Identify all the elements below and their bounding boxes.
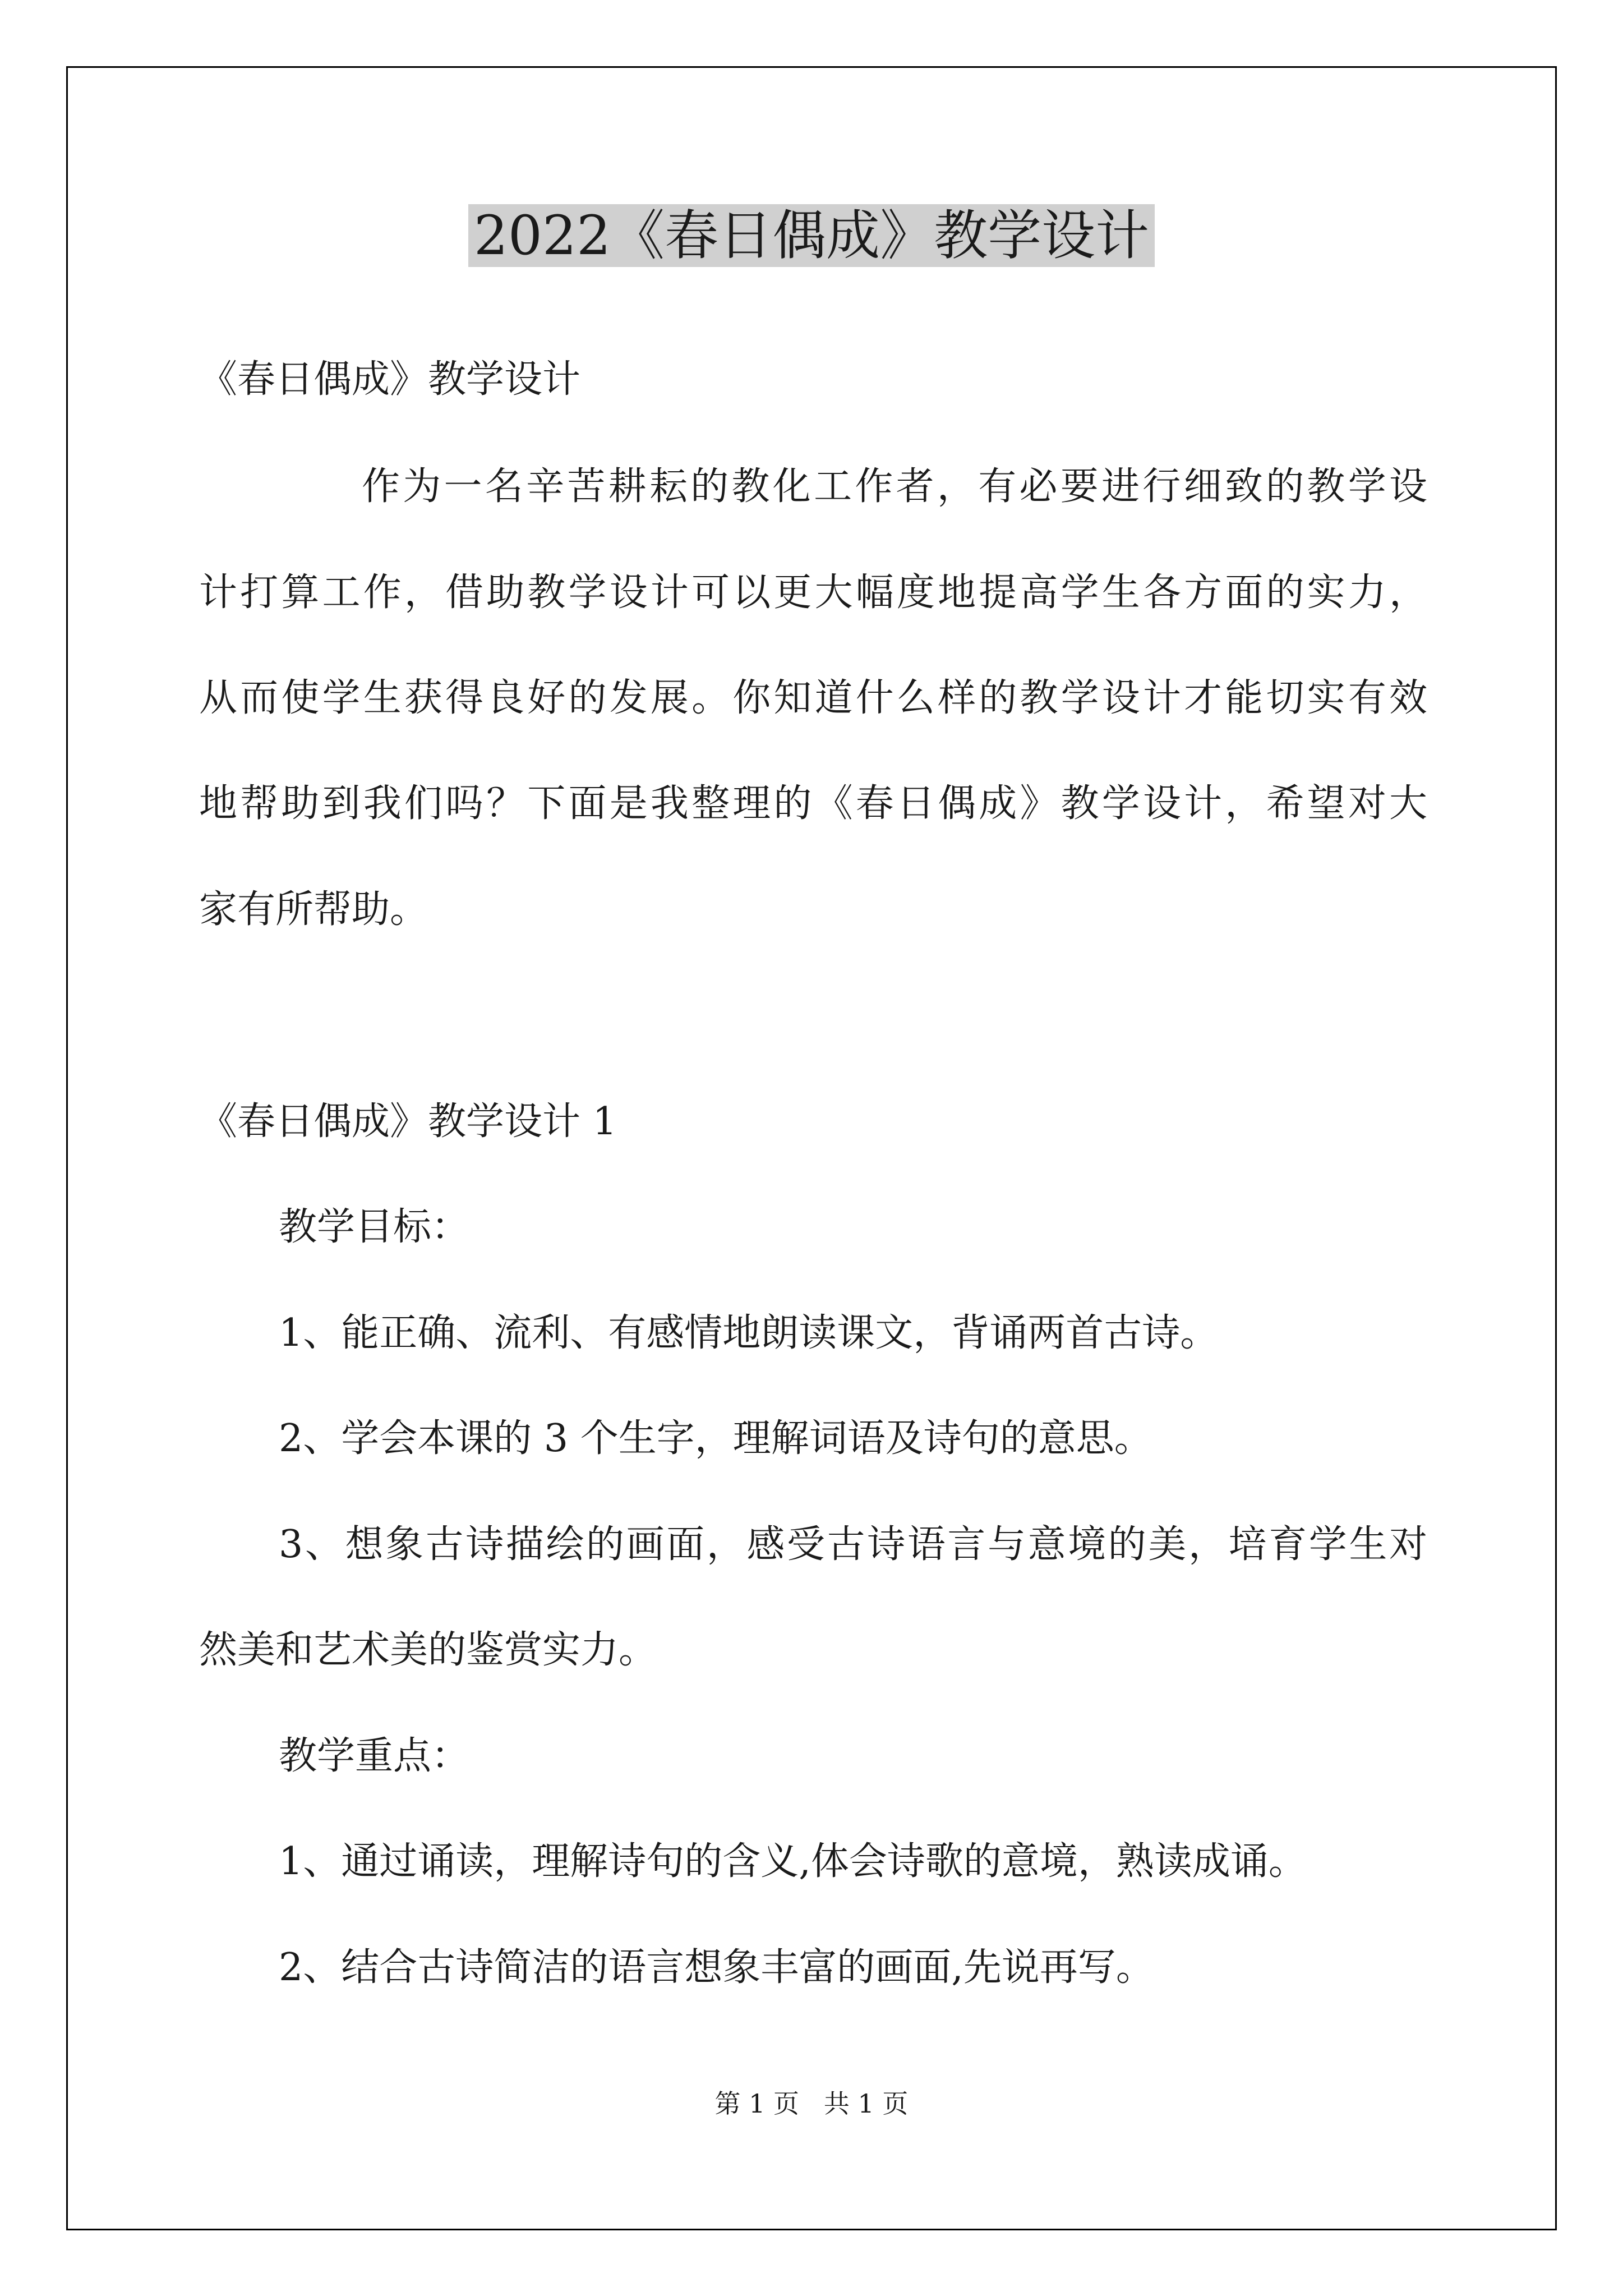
goal-3-line-2: 然美和艺术美的鉴赏实力。 bbox=[199, 1628, 657, 1672]
focus-2: 2、结合古诗简洁的语言想象丰富的画面,先说再写。 bbox=[279, 1945, 1154, 1990]
focus-label: 教学重点： bbox=[279, 1734, 470, 1778]
subtitle: 《春日偶成》教学设计 bbox=[199, 357, 581, 402]
goal-3-line-1: 3、想象古诗描绘的画面，感受古诗语言与意境的美，培育学生对 bbox=[279, 1522, 1427, 1567]
intro-line-2: 计打算工作，借助教学设计可以更大幅度地提高学生各方面的实力， bbox=[199, 570, 1427, 615]
intro-line-3: 从而使学生获得良好的发展。你知道什么样的教学设计才能切实有效 bbox=[199, 676, 1427, 720]
section-heading: 《春日偶成》教学设计 1 bbox=[199, 1099, 617, 1144]
document-title-text: 2022《春日偶成》教学设计 bbox=[468, 204, 1155, 267]
document-title bbox=[0, 199, 1623, 272]
intro-line-5: 家有所帮助。 bbox=[199, 887, 428, 932]
intro-line-1: 作为一名辛苦耕耘的教化工作者，有必要进行细致的教学设 bbox=[362, 464, 1427, 509]
goals-label: 教学目标： bbox=[279, 1205, 470, 1249]
focus-1: 1、通过诵读，理解诗句的含义,体会诗歌的意境，熟读成诵。 bbox=[279, 1839, 1307, 1884]
intro-line-4: 地帮助到我们吗？下面是我整理的《春日偶成》教学设计，希望对大 bbox=[199, 781, 1427, 826]
page-footer: 第 1 页 共 1 页 bbox=[714, 2088, 909, 2119]
goal-1: 1、能正确、流利、有感情地朗读课文，背诵两首古诗。 bbox=[279, 1311, 1219, 1355]
goal-2: 2、学会本课的 3 个生字，理解词语及诗句的意思。 bbox=[279, 1416, 1152, 1461]
